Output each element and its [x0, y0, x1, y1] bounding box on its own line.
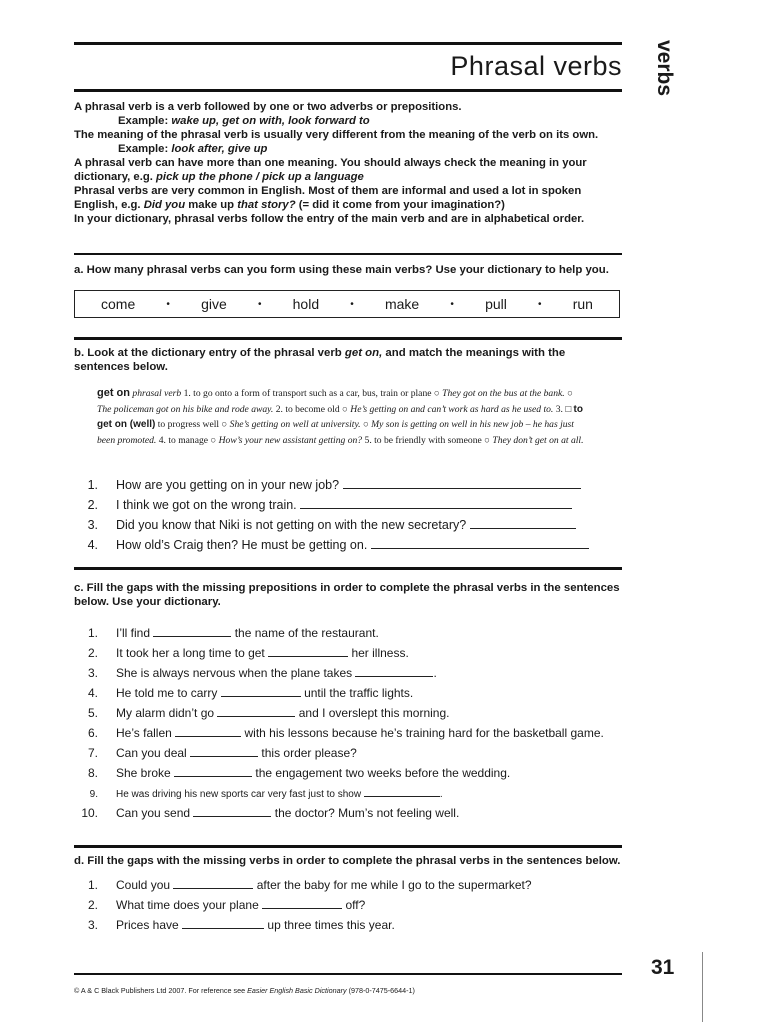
- bullet: •: [350, 298, 354, 310]
- section-d-items: [74, 876, 624, 936]
- section-a-rule: [74, 253, 622, 255]
- list-item: 4. He told me to carry until the traffic lights.: [87, 686, 414, 700]
- list-item: 1. Could you after the baby for me while I go to the supermarket?: [87, 878, 532, 892]
- side-tab: [648, 40, 678, 104]
- section-c-rule: [74, 567, 622, 570]
- bullet: •: [538, 298, 542, 310]
- list-item: 2. I think we got on the wrong train.: [74, 496, 624, 516]
- intro-p1: A phrasal verb is a verb followed by one or two adverbs or prepositions.: [74, 101, 462, 113]
- word-box: [74, 290, 620, 318]
- answer-blank[interactable]: [470, 516, 576, 529]
- footer-rule: [74, 973, 622, 975]
- bullet: •: [450, 298, 454, 310]
- answer-blank[interactable]: [175, 724, 241, 737]
- list-item: 1. I’ll find the name of the restaurant.: [87, 626, 379, 640]
- top-rule: [74, 42, 622, 45]
- list-item: 2. It took her a long time to get her illness.: [87, 646, 409, 660]
- intro-p3: A phrasal verb can have more than one meaning. You should always check the meaning in your dictionary, e.g. pick up the phone / pick up a language: [74, 157, 587, 183]
- answer-blank[interactable]: [173, 876, 253, 889]
- word-item: pull: [485, 296, 507, 312]
- intro-example-2: Example: look after, give up: [118, 143, 268, 155]
- section-d-heading: d. Fill the gaps with the missing verbs in order to complete the phrasal verbs in the sentences below.: [74, 855, 621, 867]
- section-b-heading: b. Look at the dictionary entry of the phrasal verb get on, and match the meanings with the sentences below.: [74, 347, 566, 373]
- word-item: make: [384, 296, 420, 312]
- word-item: come: [101, 296, 136, 312]
- title-rule: [74, 89, 622, 92]
- margin-line: [702, 952, 703, 1022]
- list-item: 6. He’s fallen with his lessons because he’s training hard for the basketball game.: [87, 726, 604, 740]
- list-item: 4. How old’s Craig then? He must be getting on.: [74, 536, 624, 556]
- word-item: hold: [292, 296, 320, 312]
- answer-blank[interactable]: [300, 496, 572, 509]
- dictionary-entry: get on phrasal verb 1. to go onto a form of transport such as a car, bus, train or plane ○ They got on the bus at the bank. ○ The policeman got on his bike and rode away. 2. to become old ○ He’s getting on and can’t work as hard as he used to. 3. □ to get on (well) to progress well ○ She’s getting on well at university. ○ My son is getting on well in his new job – he has just been promoted. 4. to manage ○ How’s your new assistant getting on? 5. to be friendly with someone ○ They don’t get on at all.: [97, 387, 584, 446]
- copyright-footer: © A & C Black Publishers Ltd 2007. For reference see Easier English Basic Dictionary (978-0-7475-6644-1): [74, 986, 415, 995]
- answer-blank[interactable]: [190, 744, 258, 757]
- list-item: 8. She broke the engagement two weeks before the wedding.: [87, 766, 511, 780]
- section-d-rule: [74, 845, 622, 848]
- answer-blank[interactable]: [262, 896, 342, 909]
- answer-blank[interactable]: [355, 664, 433, 677]
- list-item: 9. He was driving his new sports car very fast just to show .: [74, 784, 624, 804]
- list-item: 5. My alarm didn’t go and I overslept this morning.: [87, 706, 450, 720]
- list-item: 2. What time does your plane off?: [87, 898, 366, 912]
- page-number: 31: [651, 956, 675, 979]
- answer-blank[interactable]: [371, 536, 589, 549]
- answer-blank[interactable]: [182, 916, 264, 929]
- page-title: Phrasal verbs: [450, 51, 622, 81]
- answer-blank[interactable]: [364, 784, 440, 797]
- bullet: •: [257, 298, 262, 310]
- section-c-heading: c. Fill the gaps with the missing prepositions in order to complete the phrasal verbs in the sentences below. Use your dictionary.: [74, 582, 620, 608]
- intro-text: [74, 100, 624, 226]
- intro-p5: In your dictionary, phrasal verbs follow the entry of the main verb and are in alphabetical order.: [74, 213, 585, 225]
- section-c-items: [74, 624, 624, 824]
- list-item: 3. She is always nervous when the plane takes .: [87, 666, 437, 680]
- section-b-rule: [74, 337, 622, 340]
- list-item: 1. How are you getting on in your new job?: [74, 476, 624, 496]
- intro-p2: The meaning of the phrasal verb is usually very different from the meaning of the verb on its own.: [74, 129, 599, 141]
- bullet: •: [166, 298, 170, 310]
- side-tab-label: verbs: [653, 40, 676, 97]
- list-item: 10. Can you send the doctor? Mum’s not feeling well.: [81, 806, 460, 820]
- answer-blank[interactable]: [217, 704, 295, 717]
- answer-blank[interactable]: [343, 476, 581, 489]
- answer-blank[interactable]: [174, 764, 252, 777]
- answer-blank[interactable]: [193, 804, 271, 817]
- list-item: 7. Can you deal this order please?: [87, 746, 357, 760]
- list-item: 3. Prices have up three times this year.: [87, 918, 395, 932]
- answer-blank[interactable]: [268, 644, 348, 657]
- word-item: give: [201, 296, 227, 312]
- intro-example-1: Example: wake up, get on with, look forward to: [118, 115, 370, 127]
- section-b-questions: [74, 476, 624, 556]
- answer-blank[interactable]: [221, 684, 301, 697]
- section-a-heading: a. How many phrasal verbs can you form using these main verbs? Use your dictionary to help you.: [74, 264, 609, 276]
- word-item: run: [572, 296, 593, 312]
- answer-blank[interactable]: [153, 624, 231, 637]
- intro-p4: Phrasal verbs are very common in English. Most of them are informal and used a lot in spoken English, e.g. Did you make up that story? (= did it come from your imagination?): [74, 185, 582, 211]
- list-item: 3. Did you know that Niki is not getting on with the new secretary?: [74, 516, 624, 536]
